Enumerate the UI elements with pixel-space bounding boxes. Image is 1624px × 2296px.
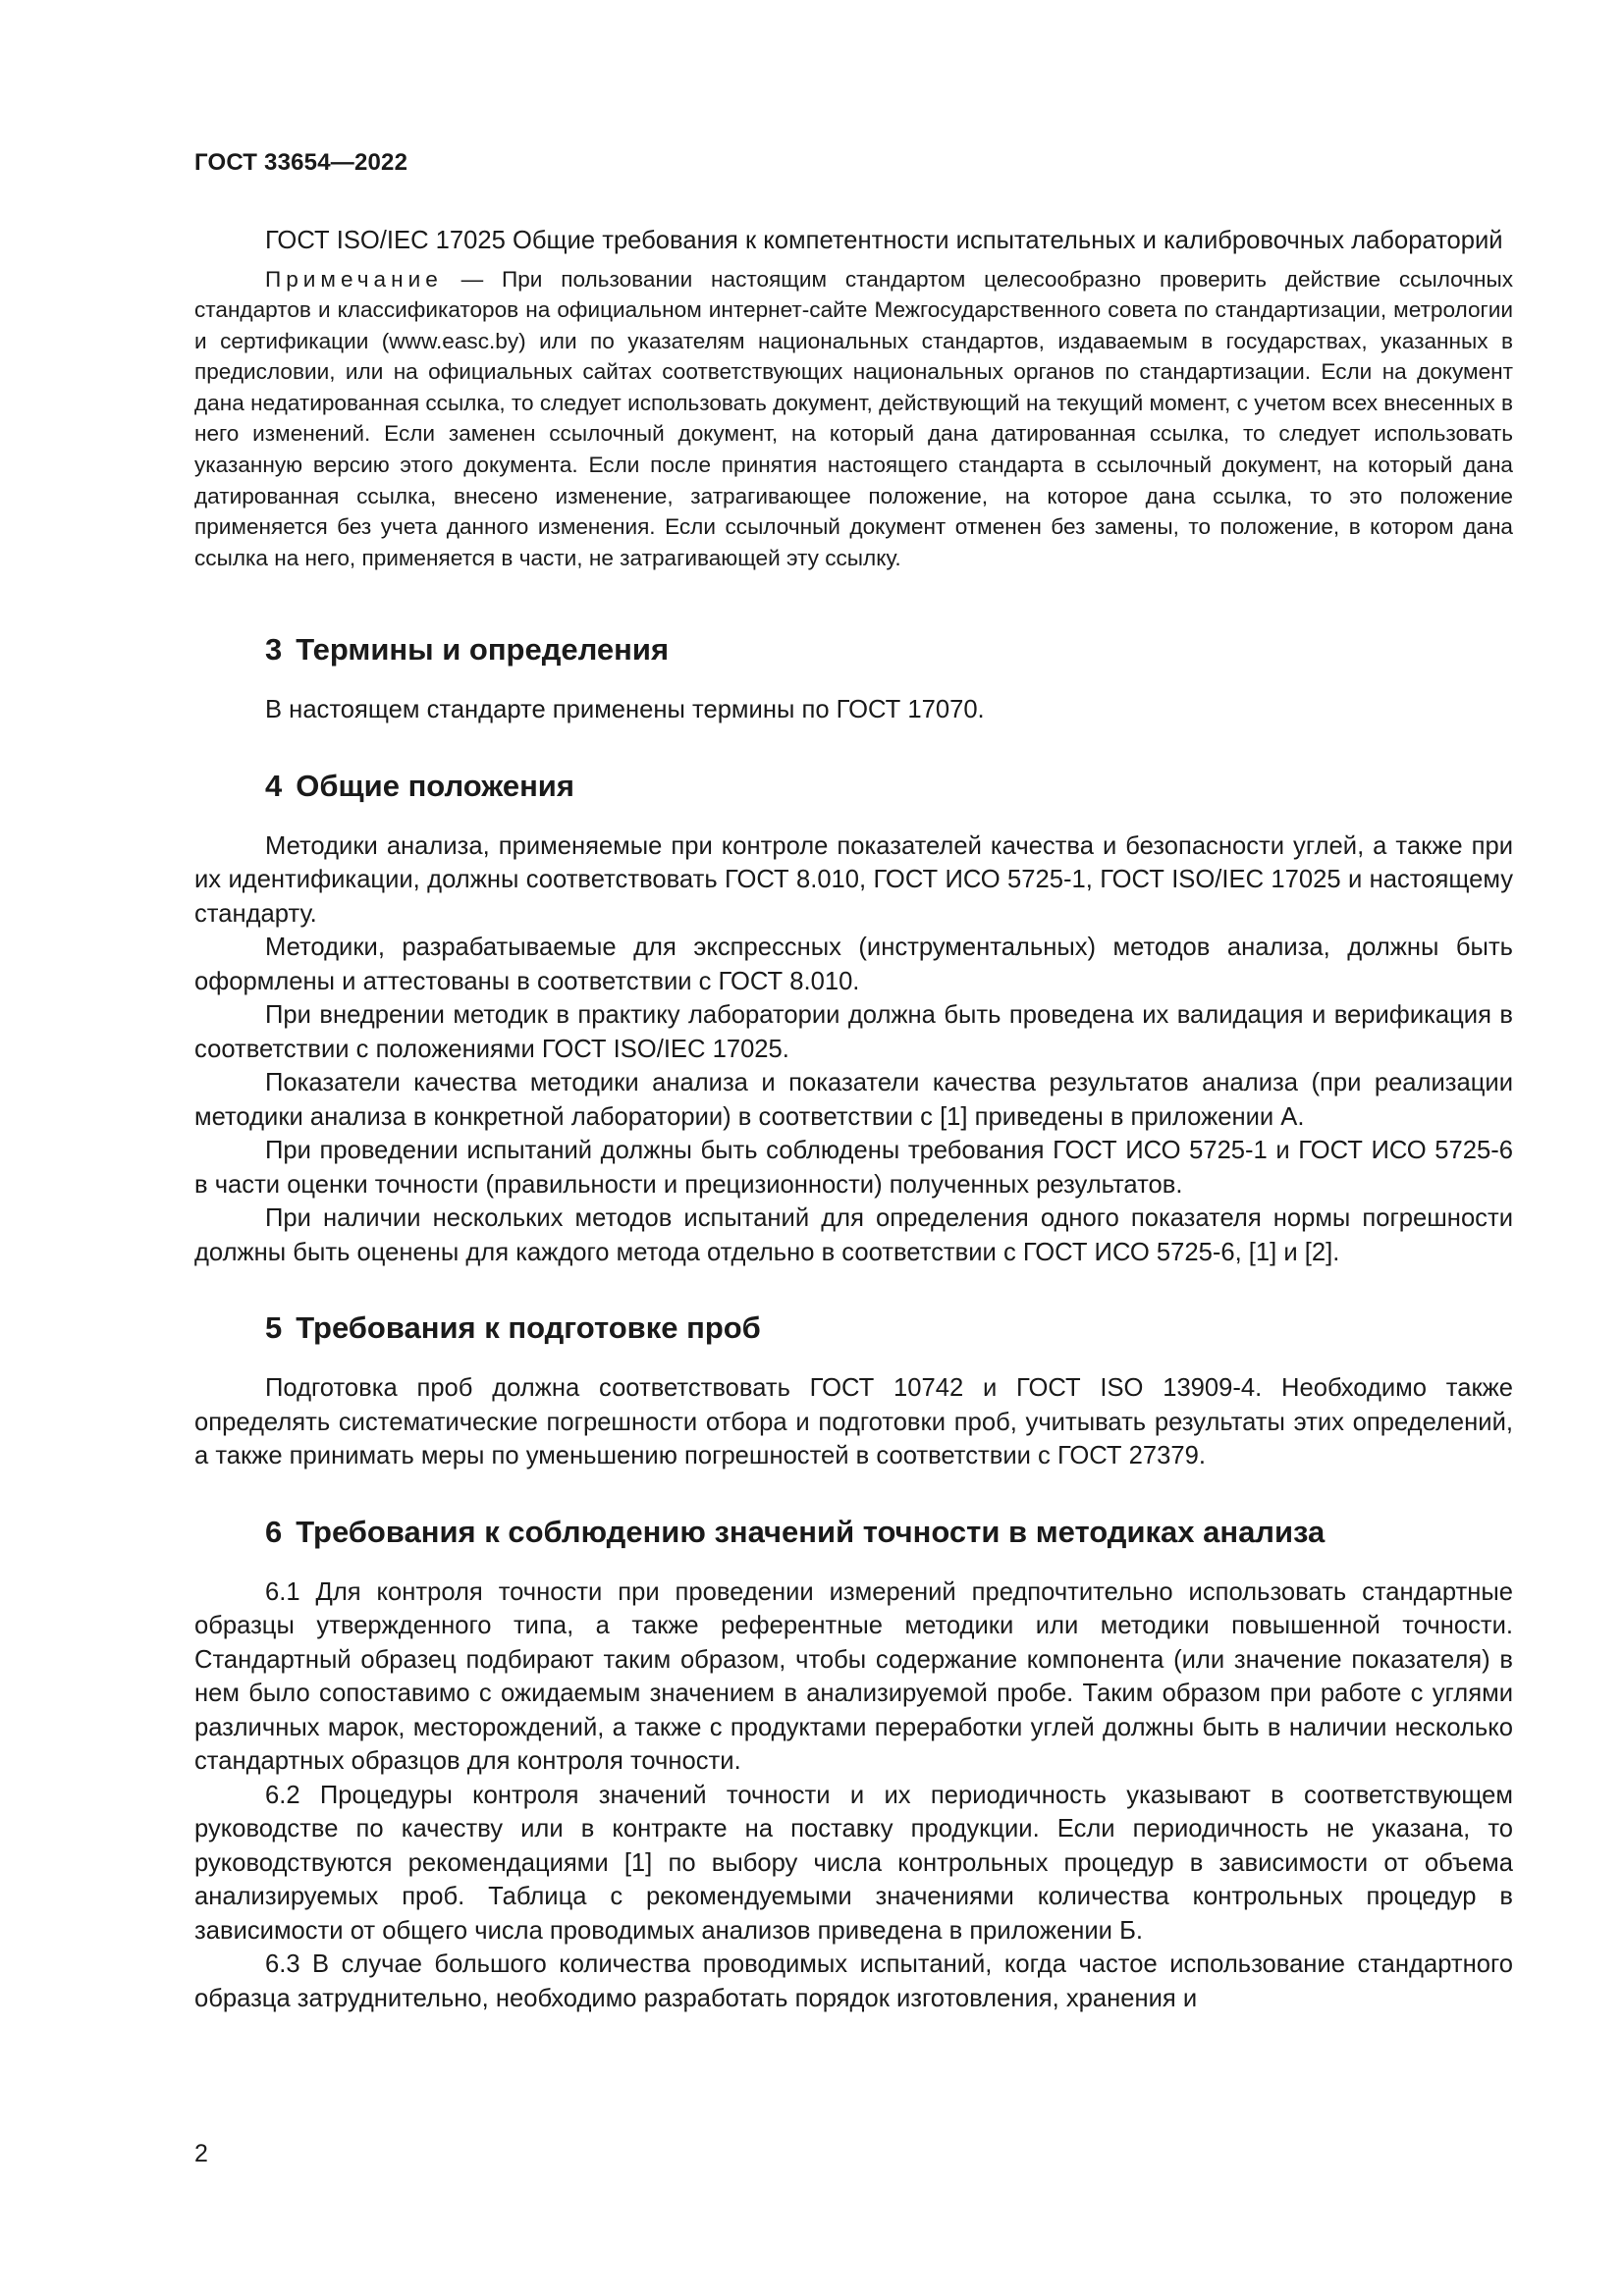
section-title: Термины и определения [296, 632, 670, 667]
section-heading [194, 1308, 1513, 1348]
section-heading [194, 1513, 1513, 1552]
section-paragraph: При наличии нескольких методов испытаний для определения одного показателя нормы погрешности должны быть оценены для каждого метода отдельно в соответствии с ГОСТ ИСО 5725-6, [1] и [2]. [194, 1204, 1513, 1266]
section-paragraph: В настоящем стандарте применены термины по ГОСТ 17070. [265, 696, 985, 724]
note-label: Примечание [265, 266, 443, 292]
section-heading [194, 630, 1513, 669]
section-paragraph: 6.2 Процедуры контроля значений точности и их периодичность указывают в соответствующем руководстве по качеству или в контракте на поставку продукции. Если периодичность не указана, то руководствуются рекомендациями [1] по выбору числа контрольных процедур в зависимости от объема анализируемых проб. Таблица с рекомендуемыми значениями количества контрольных процедур в зависимости от общего числа проводимых анализов приведена в приложении Б. [194, 1781, 1513, 1945]
section-number: 4 [265, 768, 283, 803]
section-paragraph: 6.3 В случае большого количества проводимых испытаний, когда частое использование стандартного образца затруднительно, необходимо разработать порядок изготовления, хранения и [194, 1950, 1513, 2012]
page-number: 2 [194, 2140, 208, 2167]
note-paragraph [194, 264, 1513, 574]
section-number: 5 [265, 1310, 283, 1346]
document-id: ГОСТ 33654—2022 [194, 149, 408, 176]
section-paragraph: Показатели качества методики анализа и показатели качества результатов анализа (при реализации методики анализа в конкретной лаборатории) в соответствии с [1] приведены в приложении А. [194, 1069, 1513, 1131]
section-paragraph: Методики, разрабатываемые для экспрессных (инструментальных) методов анализа, должны быть оформлены и аттестованы в соответствии с ГОСТ 8.010. [194, 934, 1513, 995]
section-number: 3 [265, 632, 283, 667]
note-text: — При пользовании настоящим стандартом целесообразно проверить действие ссылочных стандартов и классификаторов на официальном интернет-сайте Межгосударственного совета по стандартизации, метрологии и сертификации (www.easc.by) или по указателям национальных стандартов, издаваемым в государствах, указанных в предисловии, или на официальных сайтах соответствующих национальных органов по стандартизации. Если на документ дана недатированная ссылка, то следует использовать документ, действующий на текущий момент, с учетом всех внесенных в него изменений. Если заменен ссылочный документ, на который дана датированная ссылка, то следует использовать указанную версию этого документа. Если после принятия настоящего стандарта в ссылочный документ, на который дана датированная ссылка, внесено изменение, затрагивающее положение, на которое дана ссылка, то это положение применяется без учета данного изменения. Если ссылочный документ отменен без замены, то положение, в котором дана ссылка на него, применяется в части, не затрагивающей эту ссылку. [194, 266, 1513, 570]
section-number: 6 [265, 1514, 283, 1549]
section-paragraph: Методики анализа, применяемые при контроле показателей качества и безопасности углей, а также при их идентификации, должны соответствовать ГОСТ 8.010, ГОСТ ИСО 5725-1, ГОСТ ISO/IEC 17025 и настоящему стандарту. [194, 831, 1513, 928]
section-paragraph: При проведении испытаний должны быть соблюдены требования ГОСТ ИСО 5725-1 и ГОСТ ИСО 5725-6 в части оценки точности (правильности и прецизионности) полученных результатов. [194, 1137, 1513, 1199]
page-content [194, 224, 1513, 2015]
reference-line: ГОСТ ISO/IEC 17025 Общие требования к компетентности испытательных и калибровочных лабораторий [265, 227, 1503, 254]
section-title: Общие положения [296, 768, 574, 803]
section-title: Требования к подготовке проб [296, 1310, 761, 1346]
section-title: Требования к соблюдению значений точности в методиках анализа [296, 1514, 1326, 1549]
section-paragraph: При внедрении методик в практику лаборатории должна быть проведена их валидация и верификация в соответствии с положениями ГОСТ ISO/IEC 17025. [194, 1001, 1513, 1063]
section-paragraph: 6.1 Для контроля точности при проведении измерений предпочтительно использовать стандартные образцы утвержденного типа, а также референтные методики или методики повышенной точности. Стандартный образец подбирают таким образом, чтобы содержание компонента (или значение показателя) в нем было сопоставимо с ожидаемым значением в анализируемой пробе. Таким образом при работе с углями различных марок, месторождений, а также с продуктами переработки углей должны быть в наличии несколько стандартных образцов для контроля точности. [194, 1577, 1513, 1776]
section-paragraph: Подготовка проб должна соответствовать ГОСТ 10742 и ГОСТ ISO 13909-4. Необходимо также определять систематические погрешности отбора и подготовки проб, учитывать результаты этих определений, а также принимать меры по уменьшению погрешностей в соответствии с ГОСТ 27379. [194, 1374, 1513, 1470]
section-heading [194, 767, 1513, 806]
